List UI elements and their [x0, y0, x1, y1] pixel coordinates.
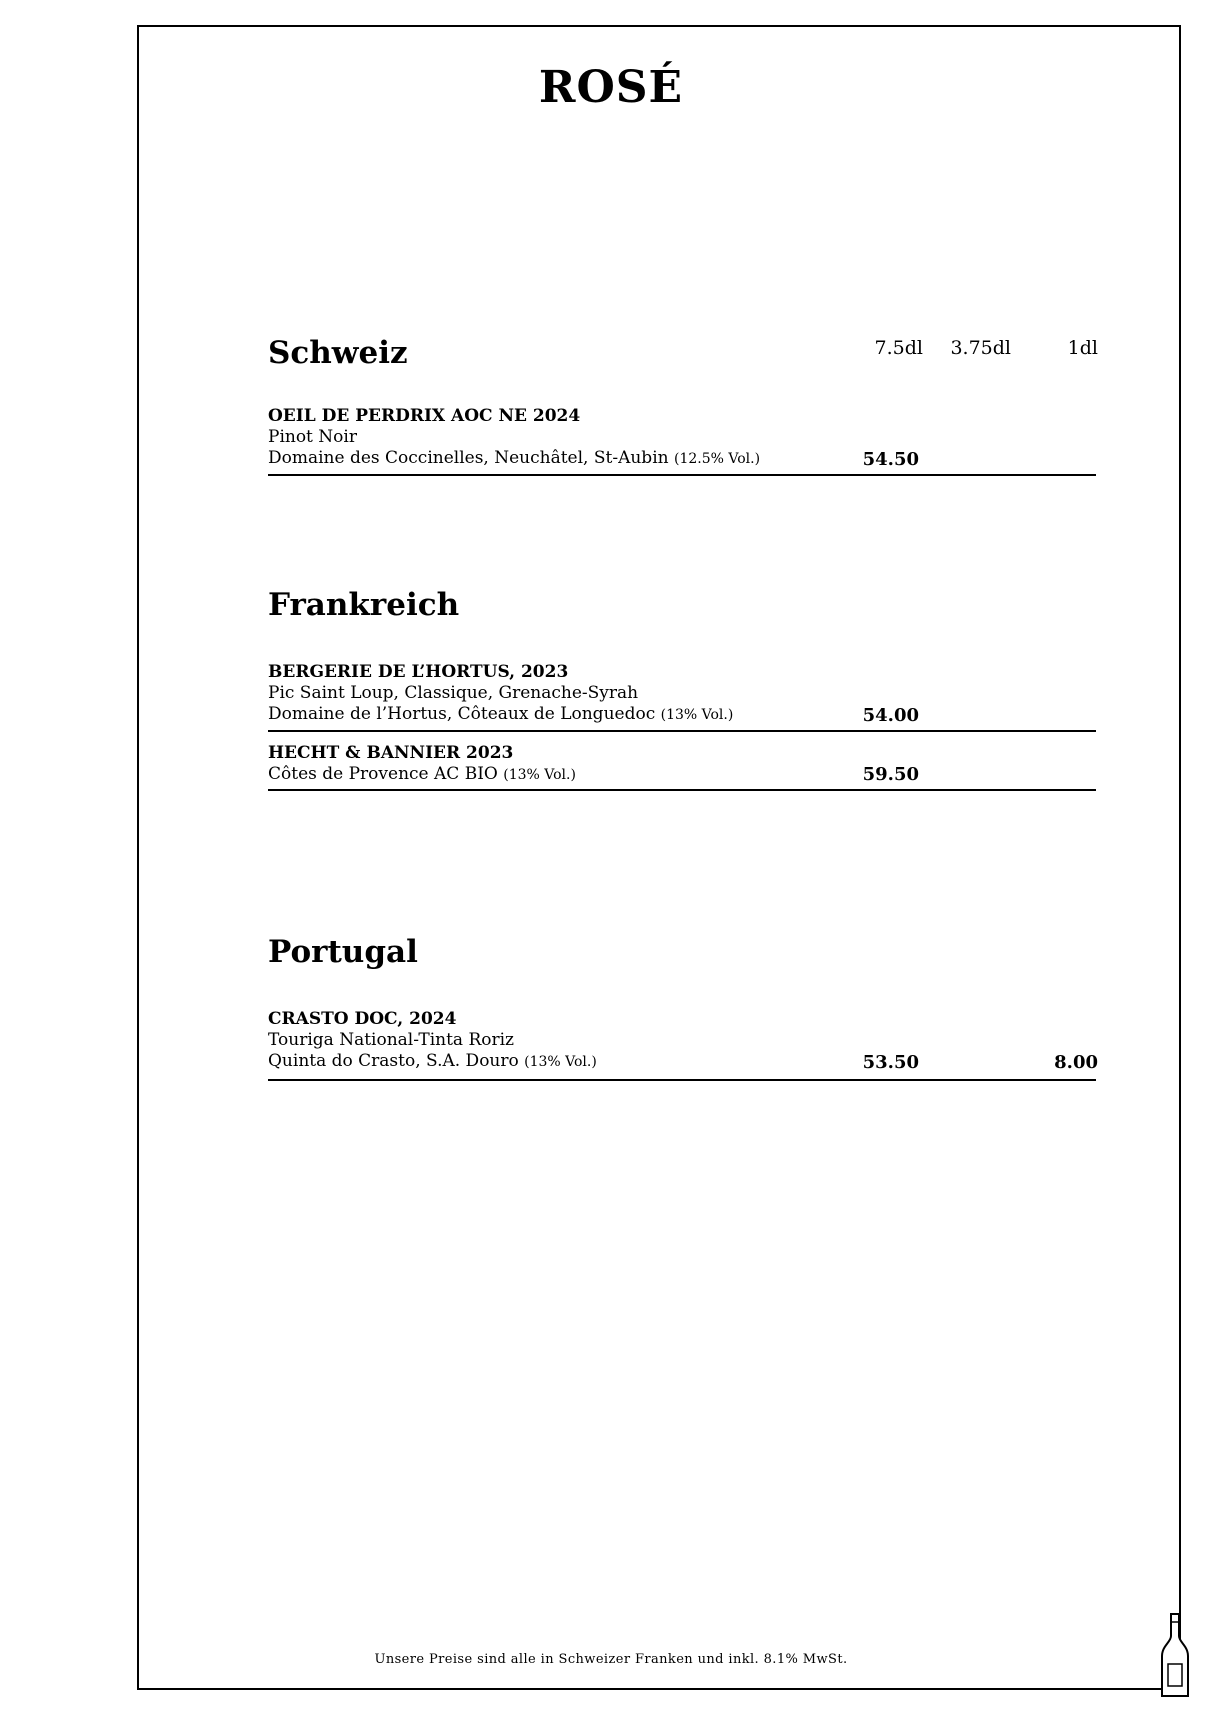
- wine-producer: Domaine des Coccinelles, Neuchâtel, St-Aubin (12.5% Vol.): [268, 448, 761, 468]
- price-75dl: 59.50: [862, 764, 919, 785]
- column-header-1dl: 1dl: [1067, 337, 1098, 359]
- wine-grape: Touriga National-Tinta Roriz: [268, 1030, 515, 1050]
- price-75dl: 53.50: [862, 1052, 919, 1073]
- section-title-schweiz: Schweiz: [268, 335, 408, 371]
- wine-producer: Quinta do Crasto, S.A. Douro (13% Vol.): [268, 1051, 597, 1071]
- wine-bottle-icon: [1160, 1612, 1190, 1698]
- wine-name: CRASTO DOC, 2024: [268, 1009, 457, 1029]
- footer-note: Unsere Preise sind alle in Schweizer Franken und inkl. 8.1% MwSt.: [374, 1652, 848, 1667]
- wine-name: HECHT & BANNIER 2023: [268, 743, 514, 763]
- page-frame: [137, 25, 1181, 1690]
- section-title-frankreich: Frankreich: [268, 587, 460, 623]
- section-title-portugal: Portugal: [268, 934, 418, 970]
- price-75dl: 54.00: [862, 705, 919, 726]
- wine-grape: Pic Saint Loup, Classique, Grenache-Syrah: [268, 683, 639, 703]
- row-divider: [268, 789, 1096, 791]
- wine-entry: [268, 662, 1096, 734]
- wine-entry: [268, 743, 1096, 793]
- wine-entry: [268, 406, 1096, 478]
- wine-producer: Côtes de Provence AC BIO (13% Vol.): [268, 764, 576, 784]
- wine-grape: Pinot Noir: [268, 427, 357, 447]
- wine-volume: (12.5% Vol.): [674, 451, 761, 467]
- column-header-375dl: 3.75dl: [950, 337, 1011, 359]
- wine-name: OEIL DE PERDRIX AOC NE 2024: [268, 406, 581, 426]
- page-title: ROSÉ: [538, 62, 684, 113]
- row-divider: [268, 1079, 1096, 1081]
- row-divider: [268, 474, 1096, 476]
- price-75dl: 54.50: [862, 449, 919, 470]
- price-1dl: 8.00: [1054, 1052, 1098, 1073]
- wine-entry: [268, 1009, 1096, 1083]
- column-header-75dl: 7.5dl: [874, 337, 923, 359]
- wine-volume: (13% Vol.): [660, 707, 734, 723]
- wine-volume: (13% Vol.): [524, 1054, 597, 1070]
- wine-producer: Domaine de l’Hortus, Côteaux de Longuedoc (13% Vol.): [268, 704, 734, 724]
- wine-volume: (13% Vol.): [503, 767, 576, 783]
- wine-name: BERGERIE DE L’HORTUS, 2023: [268, 662, 569, 682]
- row-divider: [268, 730, 1096, 732]
